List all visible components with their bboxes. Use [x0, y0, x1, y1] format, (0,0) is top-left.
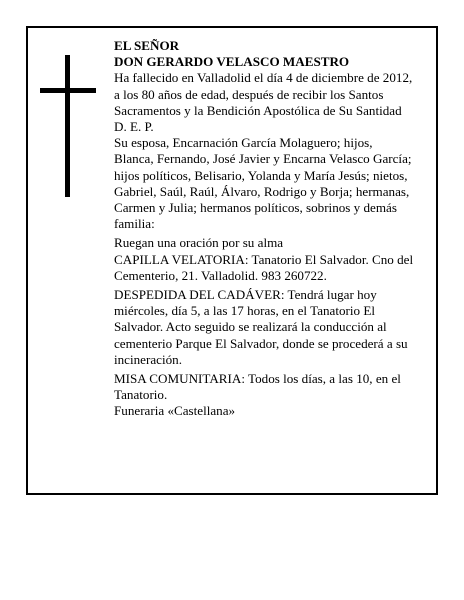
- family-list: Su esposa, Encarnación García Molaguero; hijos, Blanca, Fernando, José Javier y Encarna Velasco García; hijos políticos, Belisario, Yolanda y María Jesús; nietos, Gabriel, Saúl, Raúl, Álvaro, Rodrigo y Borja; hermanas, Carmen y Julia; hermanos políticos, sobrinos y demás familia:: [114, 135, 412, 232]
- farewell-info: DESPEDIDA DEL CADÁVER: Tendrá lugar hoy miércoles, día 5, a las 17 horas, en el Tanatorio El Salvador. Acto seguido se realizará la conducción al cementerio Parque El Salvador, donde se procederá a su incineración.: [114, 287, 408, 367]
- funeral-home: Funeraria «Castellana»: [114, 403, 236, 419]
- latin-cross-icon: [40, 55, 96, 197]
- obituary-text: [114, 38, 414, 420]
- cross-vertical-bar: [65, 55, 70, 197]
- cross-horizontal-bar: [40, 88, 96, 93]
- death-announcement: Ha fallecido en Valladolid el día 4 de diciembre de 2012, a los 80 años de edad, después de recibir los Santos Sacramentos y la Bendición Apostólica de Su Santidad: [114, 70, 413, 118]
- mass-info: MISA COMUNITARIA: Todos los días, a las 10, en el Tanatorio.: [114, 371, 401, 403]
- deceased-title: EL SEÑOR: [114, 38, 180, 53]
- wake-info: CAPILLA VELATORIA: Tanatorio El Salvador. Cno del Cementerio, 21. Valladolid. 983 260722.: [114, 251, 414, 283]
- prayer-request: Ruegan una oración por su alma: [114, 235, 284, 251]
- deceased-name: DON GERARDO VELASCO MAESTRO: [114, 54, 350, 70]
- rip-line: D. E. P.: [114, 119, 154, 135]
